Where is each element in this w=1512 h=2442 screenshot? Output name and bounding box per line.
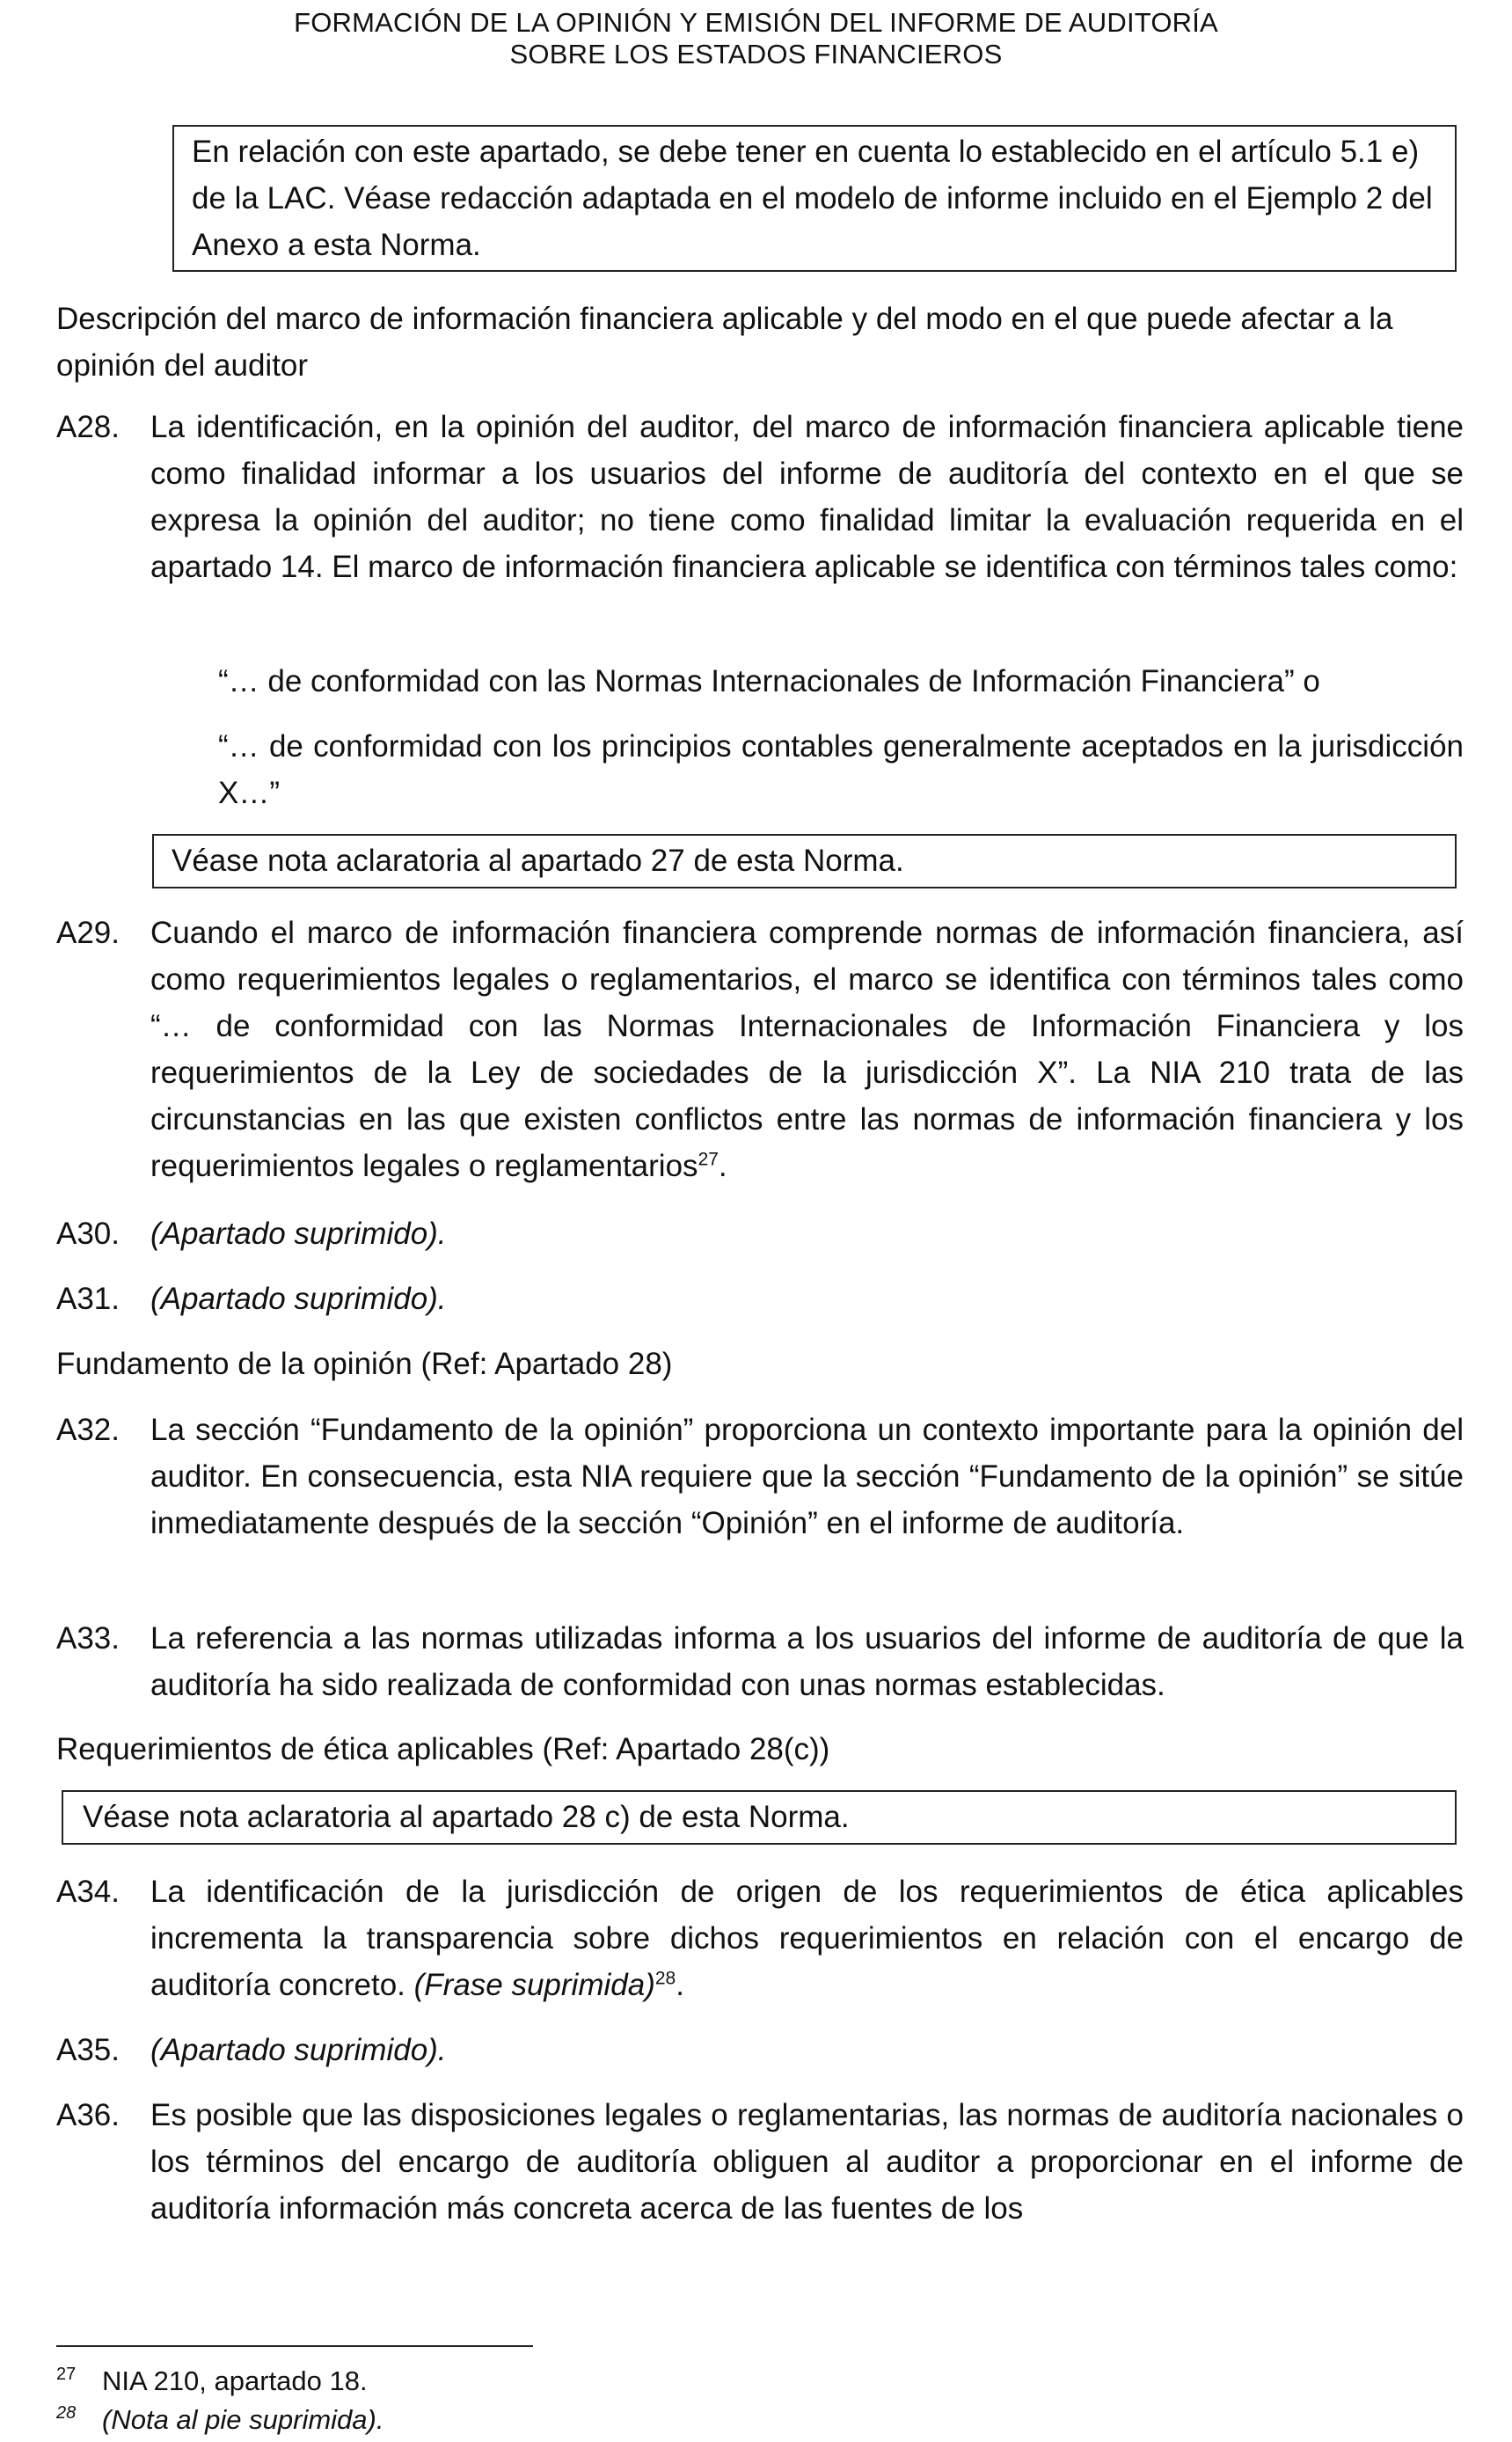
section-heading-fundamento: Fundamento de la opinión (Ref: Apartado 28) [56,1347,673,1381]
paragraph-number: A32. [56,1413,120,1447]
paragraph-a33 [56,1615,1464,1708]
header-line-1: FORMACIÓN DE LA OPINIÓN Y EMISIÓN DEL INFORME DE AUDITORÍA [294,7,1218,38]
paragraph-number: A29. [56,916,120,950]
italic-remark: (Frase suprimida) [413,1968,655,2002]
note-box-apartado-27 [152,834,1457,888]
paragraph-number: A35. [56,2033,120,2067]
paragraph-a29: A29. Cuando el marco de información financiera comprende normas de información financiera, así como requerimientos legales o reglamentarios, el marco se identifica con términos tales como “… de conformidad con las Normas Internacionales de Información Financiera y los requerimientos de la Ley de sociedades de la jurisdicción X”. La NIA 210 trata de las circunstancias en las que existen conflictos entre las normas de información financiera y los requerimientos legales o reglamentarios$^{27}$. [56,910,1464,1189]
footnote-ref: 27 [698,1149,719,1170]
header-line-2: SOBRE LOS ESTADOS FINANCIEROS [509,39,1003,69]
note-box-apartado-28c [62,1790,1457,1845]
paragraph-text: (Apartado suprimido). [150,1282,447,1316]
footnote-27 [56,2361,368,2402]
section-heading-marco: Descripción del marco de información financiera aplicable y del modo en el que puede afectar a la opinión del auditor [56,302,1393,383]
paragraph-a32 [56,1407,1464,1546]
paragraph-a28 [56,404,1464,590]
note-text: Véase nota aclaratoria al apartado 27 de esta Norma. [172,844,904,878]
paragraph-text: La sección “Fundamento de la opinión” proporciona un contexto importante para la opinión del auditor. En consecuencia, esta NIA requiere que la sección “Fundamento de la opinión” se sitúe inmediatamente después de la sección “Opinión” en el informe de auditoría. [150,1413,1464,1540]
paragraph-a35 [56,2027,1464,2073]
footnote-mark: 28 [56,2403,77,2423]
paragraph-a31 [56,1276,1464,1322]
paragraph-text: La referencia a las normas utilizadas informa a los usuarios del informe de auditoría de que la auditoría ha sido realizada de conformidad con unas normas establecidas. [150,1621,1464,1702]
paragraph-number: A34. [56,1875,120,1909]
quote-niif: “… de conformidad con las Normas Internacionales de Información Financiera” o [218,664,1320,698]
page-header [0,7,1512,70]
paragraph-number: A31. [56,1282,120,1316]
paragraph-a30 [56,1210,1464,1257]
paragraph-text: (Apartado suprimido). [150,1217,447,1251]
footnote-divider [56,2345,533,2347]
paragraph-text: La identificación, en la opinión del auditor, del marco de información financiera aplicable tiene como finalidad informar a los usuarios del informe de auditoría del contexto en el que se expresa la opinión del auditor; no tiene como finalidad limitar la evaluación requerida en el apartado 14. El marco de información financiera aplicable se identifica con términos tales como: [150,410,1464,584]
paragraph-a34: A34. La identificación de la jurisdicción de origen de los requerimientos de ética aplicables incrementa la transparencia sobre dichos requerimientos en relación con el encargo de auditoría concreto. (Frase suprimida)$^{28}$. [56,1868,1464,2008]
footnote-28 [56,2400,383,2440]
footnote-text: (Nota al pie suprimida). [102,2404,384,2435]
paragraph-text: La identificación de la jurisdicción de origen de los requerimientos de ética aplicables incrementa la transparencia sobre dichos requerimientos en relación con el encargo de auditoría concreto. [150,1875,1464,2002]
quote-pcga: “… de conformidad con los principios contables generalmente aceptados en la jurisdicción X…” [218,729,1464,810]
note-text: Véase nota aclaratoria al apartado 28 c) de esta Norma. [83,1800,850,1834]
footnote-ref: 28 [654,1968,676,1989]
paragraph-a36 [56,2092,1464,2232]
note-box-lac [172,125,1457,272]
footnote-mark: 27 [56,2365,77,2384]
paragraph-number: A30. [56,1217,120,1251]
paragraph-text: Cuando el marco de información financiera comprende normas de información financiera, así como requerimientos legales o reglamentarios, el marco se identifica con términos tales como “… de conformidad con las Normas Internacionales de Información Financiera y los requerimientos de la Ley de sociedades de la jurisdicción X”. La NIA 210 trata de las circunstancias en las que existen conflictos entre las normas de información financiera y los requerimientos legales o reglamentarios [150,916,1464,1183]
paragraph-number: A36. [56,2098,120,2132]
paragraph-text: Es posible que las disposiciones legales o reglamentarias, las normas de auditoría nacionales o los términos del encargo de auditoría obliguen al auditor a proporcionar en el informe de auditoría información más concreta acerca de las fuentes de los [150,2098,1464,2226]
section-heading-etica: Requerimientos de ética aplicables (Ref: Apartado 28(c)) [56,1732,830,1766]
paragraph-number: A28. [56,410,120,444]
note-text: En relación con este apartado, se debe tener en cuenta lo establecido en el artículo 5.1 e) de la LAC. Véase redacción adaptada en el modelo de informe incluido en el Ejemplo 2 del Anexo a esta Norma. [192,135,1433,262]
footnote-text: NIA 210, apartado 18. [102,2365,368,2396]
paragraph-text: (Apartado suprimido). [150,2033,447,2067]
paragraph-number: A33. [56,1621,120,1656]
